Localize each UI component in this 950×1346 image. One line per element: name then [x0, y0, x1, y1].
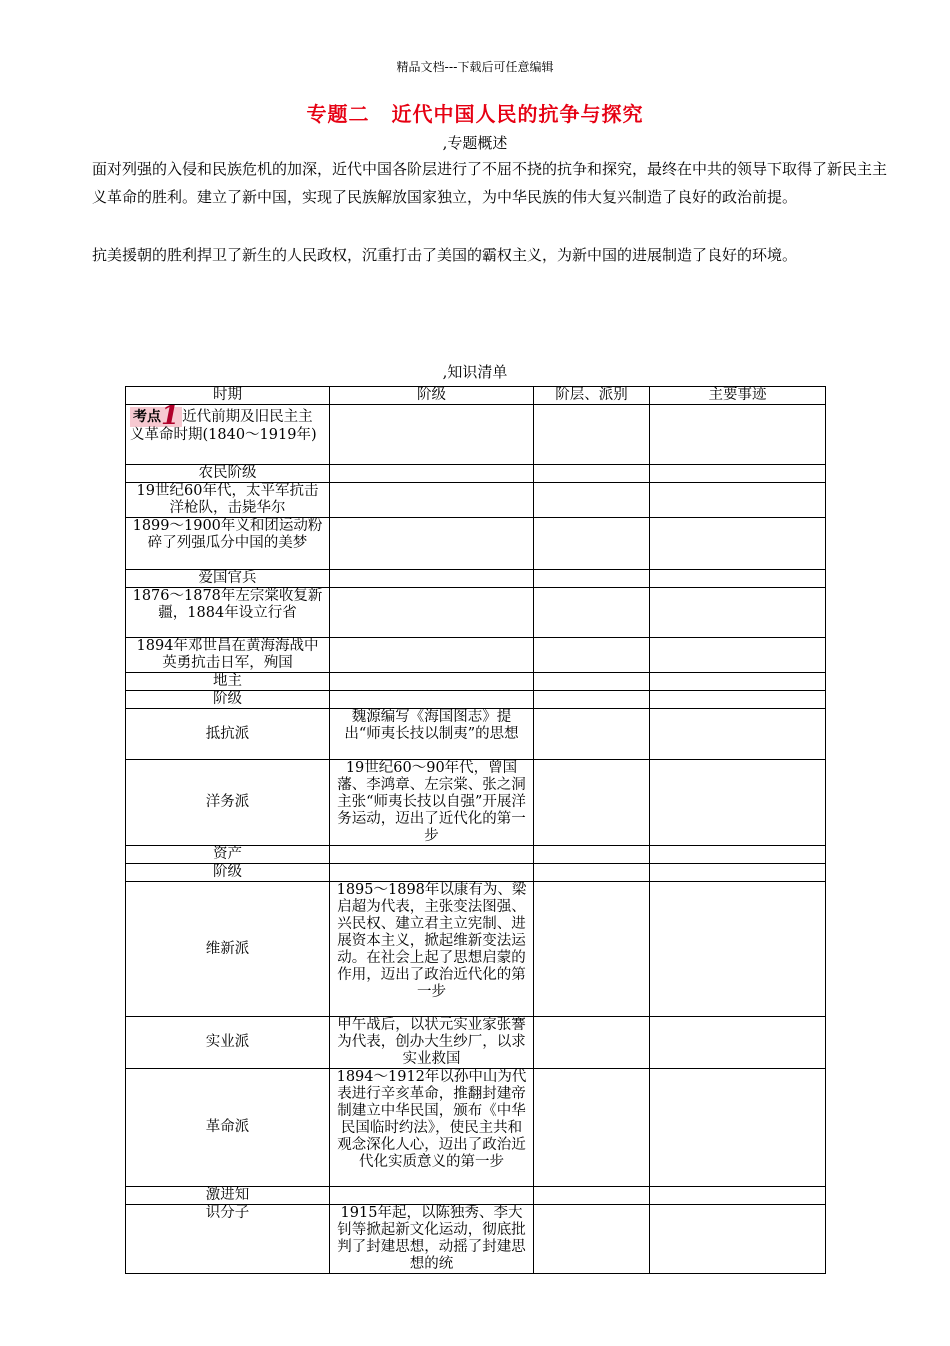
table-row: 资产 [126, 846, 826, 864]
table-row: 洋务派 19世纪60～90年代，曾国藩、李鸿章、左宗棠、张之洞主张“师夷长技以自强”开展洋务运动，迈出了近代化的第一步 [126, 760, 826, 846]
overview-paragraph-2: 抗美援朝的胜利捍卫了新生的人民政权，沉重打击了美国的霸权主义，为新中国的进展制造了良好的环境。 [92, 246, 798, 264]
table-row: 革命派 1894～1912年以孙中山为代表进行辛亥革命，推翻封建帝制建立中华民国，颁布《中华民国临时约法》，使民主共和观念深化人心，迈出了政治近代化实质意义的第一步 [126, 1069, 826, 1187]
table-row: 19世纪60年代，太平军抗击洋枪队，击毙华尔 [126, 483, 826, 518]
table-header-row [126, 387, 826, 405]
table-row: 1894年邓世昌在黄海海战中英勇抗击日军，殉国 [126, 638, 826, 673]
period-cell [126, 405, 330, 465]
table-row: 爱国官兵 [126, 570, 826, 588]
page-header: 精品文档---下载后可任意编辑 [396, 60, 554, 74]
table-row: 1876～1878年左宗棠收复新疆，1884年设立行省 [126, 588, 826, 638]
table-row: 识分子 1915年起，以陈独秀、李大钊等掀起新文化运动，彻底批判了封建思想，动摇了封建思想的统 [126, 1205, 826, 1274]
overview-paragraph-1: 面对列强的入侵和民族危机的加深，近代中国各阶层进行了不屈不挠的抗争和探究，最终在中共的领导下取得了新民主主义革命的胜利。建立了新中国，实现了民族解放国家独立，为中华民族的伟大复兴制造了良好的政治前提。 [92, 160, 888, 206]
period-text: 近代前期及旧民主主义革命时期(1840～1919年) [130, 409, 317, 443]
overview-heading: ,专题概述 [442, 134, 508, 152]
header-class: 阶级 [330, 387, 534, 405]
table-row: 地主 [126, 673, 826, 691]
header-period: 时期 [126, 387, 330, 405]
table-row [126, 405, 826, 465]
kaodian-badge: 考点1 [130, 407, 182, 427]
table-row: 农民阶级 [126, 465, 826, 483]
header-faction: 阶层、派别 [534, 387, 650, 405]
table-row: 1899～1900年义和团运动粉碎了列强瓜分中国的美梦 [126, 518, 826, 570]
table-row: 维新派 1895～1898年以康有为、梁启超为代表，主张变法图强、兴民权、建立君主立宪制、进展资本主义，掀起维新变法运动。在社会上起了思想启蒙的作用，迈出了政治近代化的第一步 [126, 882, 826, 1017]
page-title [0, 98, 950, 127]
knowledge-list-heading: ,知识清单 [442, 363, 508, 381]
title-topic: 专题二 [306, 102, 370, 126]
title-subject: 近代中国人民的抗争与探究 [391, 102, 644, 126]
table-row: 实业派 甲午战后，以状元实业家张謇为代表，创办大生纱厂，以求实业救国 [126, 1017, 826, 1069]
table-row: 阶级 [126, 864, 826, 882]
table-row: 阶级 [126, 691, 826, 709]
header-deeds: 主要事迹 [650, 387, 826, 405]
knowledge-table [125, 386, 826, 1274]
table-row: 激进知 [126, 1187, 826, 1205]
table-row: 抵抗派 魏源编写《海国图志》提出“师夷长技以制夷”的思想 [126, 709, 826, 760]
